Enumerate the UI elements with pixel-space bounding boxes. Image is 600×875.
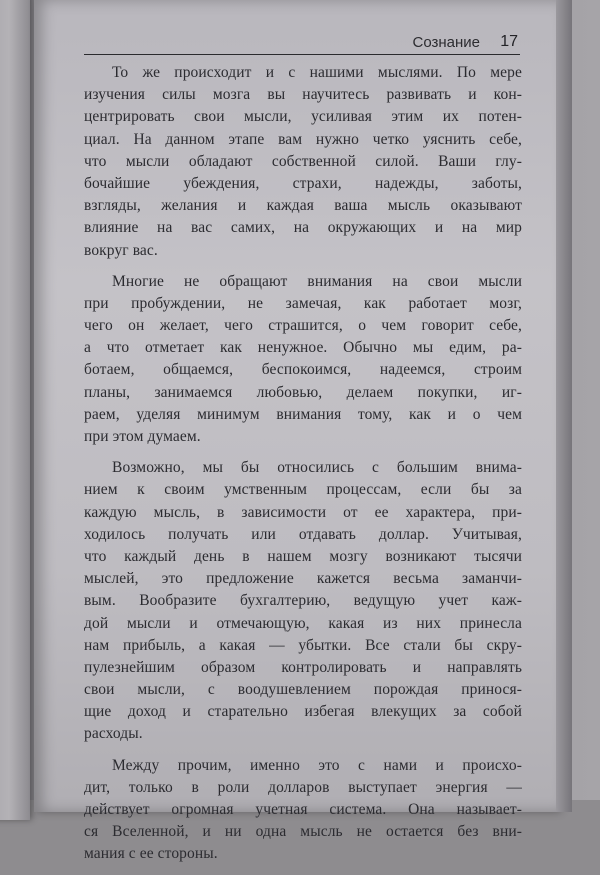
text-line: при этом думаем. bbox=[84, 428, 201, 445]
paragraph-3 bbox=[84, 457, 522, 745]
text-line: ботаем, общаемся, беспокоимся, надеемся, строим bbox=[84, 361, 522, 379]
text-line: циал. На данном этапе вам нужно четко уяснить себе, bbox=[84, 130, 522, 148]
text-line: а что отметает как ненужное. Обычно мы едим, ра- bbox=[84, 339, 522, 357]
text-line: вым. Вообразите бухгалтерию, ведущую учет каж- bbox=[84, 592, 522, 610]
text-line: То же происходит и с нашими мыслями. По мере bbox=[112, 64, 522, 81]
text-line: мания с ее стороны. bbox=[84, 845, 218, 863]
text-line: центрировать свои мысли, усиливая этим их потен- bbox=[84, 108, 522, 126]
text-line: вокруг вас. bbox=[84, 241, 158, 259]
text-line: мыслей, это предложение кажется весьма заманчи- bbox=[84, 570, 522, 588]
paragraph-4 bbox=[84, 755, 522, 866]
text-line: взгляды, желания и каждая ваша мысль оказывают bbox=[84, 197, 522, 215]
left-page-edge bbox=[0, 0, 30, 820]
chapter-title: Сознание bbox=[412, 34, 480, 51]
text-line: щие доход и старательно избегая влекущих за собой bbox=[84, 703, 522, 721]
text-line: ходилось получать или отдавать доллар. Учитывая, bbox=[84, 525, 522, 543]
text-line: действует огромная учетная система. Она называет- bbox=[84, 801, 522, 818]
text-line: изучения силы мозга вы научитесь развивать и кон- bbox=[84, 86, 522, 104]
text-line: дой мысли и отмечающую, какая из них принесла bbox=[84, 614, 522, 632]
text-line: каждую мысль, в зависимости от ее характера, при- bbox=[84, 503, 522, 521]
text-line: что каждый день в нашем мозгу возникают тысячи bbox=[84, 547, 522, 565]
text-line: раем, уделяя минимум внимания тому, как и о чем bbox=[84, 405, 522, 423]
text-line: бочайшие убеждения, страхи, надежды, заботы, bbox=[84, 174, 522, 192]
text-line: Между прочим, именно это с нами и происхо- bbox=[112, 756, 522, 774]
running-header bbox=[84, 32, 520, 55]
text-line: расходы. bbox=[84, 725, 143, 743]
text-line: нием к своим умственным процессам, если бы за bbox=[84, 481, 522, 499]
page-number: 17 bbox=[500, 33, 518, 50]
page-stack-edge bbox=[556, 0, 572, 812]
text-line: дит, только в роли долларов выступает энергия — bbox=[84, 778, 522, 796]
paragraph-1 bbox=[84, 62, 522, 262]
text-line: свои мысли, с воодушевлением порождая принося- bbox=[84, 681, 522, 699]
text-line: влияние на вас самих, на окружающих и на мир bbox=[84, 219, 522, 237]
text-line: что мысли обладают собственной силой. Ваши глу- bbox=[84, 152, 522, 170]
text-line: ся Вселенной, и ни одна мысль не остается без вни- bbox=[84, 823, 522, 841]
text-line: пулезнейшим образом контролировать и направлять bbox=[84, 658, 522, 676]
body-text bbox=[84, 62, 522, 875]
text-line: планы, занимаемся любовью, делаем покупки, иг- bbox=[84, 383, 522, 401]
text-line: чего он желает, чего страшится, о чем говорит себе, bbox=[84, 317, 522, 335]
text-line: нам прибыль, а какая — убытки. Все стали бы скру- bbox=[84, 636, 522, 654]
text-line: при пробуждении, не замечая, как работает мозг, bbox=[84, 294, 522, 312]
book-page bbox=[34, 0, 558, 863]
text-line: Возможно, мы бы относились с большим внима- bbox=[112, 459, 522, 477]
paragraph-2 bbox=[84, 271, 522, 449]
text-line: Многие не обращают внимания на свои мысли bbox=[112, 272, 522, 290]
